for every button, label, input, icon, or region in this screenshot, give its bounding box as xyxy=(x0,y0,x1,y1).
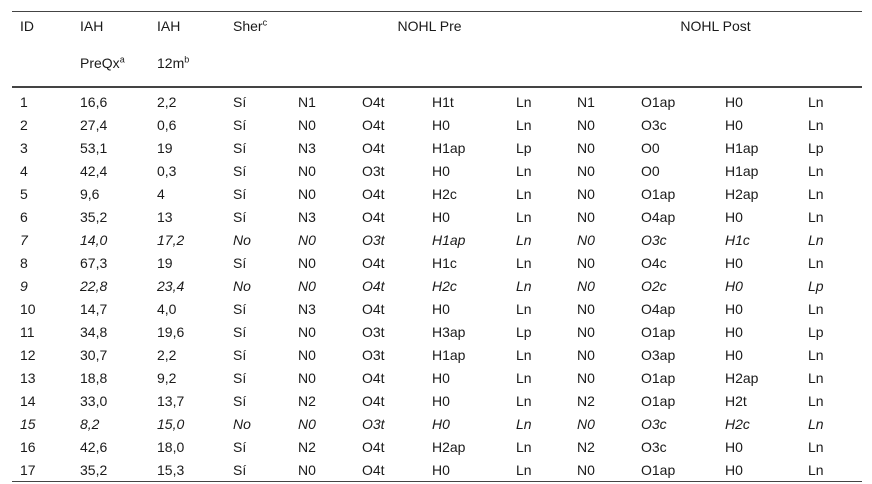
cell-nohl-pre-l: Ln xyxy=(516,116,532,133)
cell-iah-preqx: 42,6 xyxy=(80,438,108,455)
cell-id: 8 xyxy=(20,254,28,271)
cell-nohl-pre-n: N0 xyxy=(298,323,316,340)
cell-nohl-pre-l: Lp xyxy=(516,139,532,156)
cell-nohl-pre-h: H2ap xyxy=(432,438,466,455)
cell-nohl-post-n: N0 xyxy=(577,277,595,294)
cell-nohl-post-o: O1ap xyxy=(641,392,676,409)
cell-nohl-pre-o: O3t xyxy=(362,162,385,179)
cell-iah-preqx: 35,2 xyxy=(80,461,108,478)
cell-nohl-post-l: Ln xyxy=(808,392,824,409)
cell-iah-12m: 9,2 xyxy=(157,369,177,386)
cell-iah-12m: 15,0 xyxy=(157,415,185,432)
cell-nohl-pre-n: N0 xyxy=(298,461,316,478)
cell-id: 10 xyxy=(20,300,36,317)
cell-nohl-pre-o: O3t xyxy=(362,415,385,432)
cell-iah-preqx: 27,4 xyxy=(80,116,108,133)
cell-nohl-post-n: N0 xyxy=(577,254,595,271)
cell-nohl-post-o: O1ap xyxy=(641,369,676,386)
cell-nohl-post-h: H1ap xyxy=(725,162,759,179)
table-row xyxy=(12,274,862,297)
cell-nohl-post-l: Lp xyxy=(808,277,824,294)
cell-iah-12m: 23,4 xyxy=(157,277,185,294)
cell-iah-12m: 19 xyxy=(157,139,173,156)
cell-nohl-post-n: N2 xyxy=(577,438,595,455)
cell-nohl-pre-l: Ln xyxy=(516,392,532,409)
table-row xyxy=(12,458,862,482)
cell-sher: Sí xyxy=(233,438,247,455)
cell-sher: Sí xyxy=(233,93,247,110)
cell-nohl-pre-n: N0 xyxy=(298,369,316,386)
cell-nohl-post-l: Ln xyxy=(808,185,824,202)
cell-nohl-pre-h: H1ap xyxy=(432,346,466,363)
cell-nohl-post-l: Ln xyxy=(808,415,824,432)
cell-sher: Sí xyxy=(233,323,247,340)
cell-nohl-post-o: O3c xyxy=(641,116,667,133)
cell-nohl-pre-h: H0 xyxy=(432,461,450,478)
cell-nohl-pre-n: N0 xyxy=(298,346,316,363)
cell-iah-12m: 15,3 xyxy=(157,461,185,478)
cell-nohl-post-l: Ln xyxy=(808,300,824,317)
cell-id: 14 xyxy=(20,392,36,409)
cell-nohl-post-h: H0 xyxy=(725,93,743,110)
cell-nohl-pre-h: H1t xyxy=(432,93,454,110)
cell-iah-preqx: 53,1 xyxy=(80,139,108,156)
cell-nohl-pre-n: N0 xyxy=(298,415,316,432)
cell-nohl-pre-l: Ln xyxy=(516,93,532,110)
cell-nohl-pre-h: H0 xyxy=(432,162,450,179)
cell-nohl-pre-h: H0 xyxy=(432,369,450,386)
cell-nohl-pre-h: H1ap xyxy=(432,139,466,156)
cell-iah-12m: 4 xyxy=(157,185,165,202)
cell-iah-preqx: 8,2 xyxy=(80,415,100,432)
cell-nohl-post-h: H2t xyxy=(725,392,747,409)
cell-nohl-pre-l: Ln xyxy=(516,277,532,294)
cell-nohl-pre-o: O4t xyxy=(362,116,385,133)
cell-nohl-post-h: H1ap xyxy=(725,139,759,156)
cell-nohl-pre-h: H0 xyxy=(432,415,450,432)
header-empty xyxy=(354,49,424,87)
cell-nohl-post-l: Ln xyxy=(808,93,824,110)
cell-nohl-post-n: N0 xyxy=(577,300,595,317)
header-iah-pre xyxy=(72,12,149,50)
cell-nohl-pre-h: H0 xyxy=(432,300,450,317)
table-row xyxy=(12,205,862,228)
table-row xyxy=(12,87,862,113)
cell-iah-preqx: 35,2 xyxy=(80,208,108,225)
cell-nohl-post-o: O1ap xyxy=(641,461,676,478)
table-row xyxy=(12,389,862,412)
cell-nohl-post-l: Ln xyxy=(808,116,824,133)
cell-sher: Sí xyxy=(233,369,247,386)
table-row xyxy=(12,297,862,320)
header-empty xyxy=(508,49,569,87)
cell-nohl-post-n: N0 xyxy=(577,346,595,363)
table-row xyxy=(12,136,862,159)
cell-nohl-pre-l: Ln xyxy=(516,438,532,455)
cell-nohl-pre-h: H0 xyxy=(432,208,450,225)
cell-nohl-pre-l: Ln xyxy=(516,346,532,363)
cell-nohl-post-n: N0 xyxy=(577,208,595,225)
cell-nohl-post-h: H0 xyxy=(725,346,743,363)
cell-nohl-post-n: N0 xyxy=(577,369,595,386)
cell-nohl-pre-o: O3t xyxy=(362,231,385,248)
header-empty xyxy=(424,49,508,87)
table-row xyxy=(12,412,862,435)
cell-nohl-pre-o: O4t xyxy=(362,185,385,202)
cell-sher: Sí xyxy=(233,185,247,202)
cell-id: 2 xyxy=(20,116,28,133)
cell-id: 15 xyxy=(20,415,36,432)
cell-nohl-pre-o: O3t xyxy=(362,346,385,363)
cell-nohl-pre-n: N0 xyxy=(298,277,316,294)
cell-nohl-post-n: N0 xyxy=(577,461,595,478)
data-table-container xyxy=(12,11,862,482)
header-empty xyxy=(717,49,800,87)
header-iah-12m-line2: 12m xyxy=(157,55,185,71)
cell-nohl-pre-l: Ln xyxy=(516,300,532,317)
header-iah-pre-sup: a xyxy=(119,54,125,65)
cell-nohl-pre-h: H3ap xyxy=(432,323,466,340)
cell-nohl-pre-n: N3 xyxy=(298,208,316,225)
cell-nohl-post-o: O3c xyxy=(641,231,667,248)
cell-iah-preqx: 42,4 xyxy=(80,162,108,179)
cell-nohl-post-l: Ln xyxy=(808,254,824,271)
cell-nohl-pre-o: O4t xyxy=(362,461,385,478)
cell-iah-12m: 0,3 xyxy=(157,162,177,179)
cell-iah-12m: 17,2 xyxy=(157,231,185,248)
cell-nohl-post-o: O0 xyxy=(641,139,660,156)
header-nohl-pre: NOHL Pre xyxy=(397,18,462,34)
cell-nohl-pre-h: H1c xyxy=(432,254,457,271)
cell-iah-12m: 13,7 xyxy=(157,392,185,409)
cell-sher: Sí xyxy=(233,461,247,478)
cell-sher: Sí xyxy=(233,116,247,133)
cell-nohl-post-l: Lp xyxy=(808,323,824,340)
cell-nohl-pre-n: N0 xyxy=(298,162,316,179)
cell-nohl-pre-o: O4t xyxy=(362,438,385,455)
cell-iah-preqx: 34,8 xyxy=(80,323,108,340)
cell-nohl-pre-l: Ln xyxy=(516,254,532,271)
cell-nohl-post-h: H0 xyxy=(725,254,743,271)
cell-iah-12m: 0,6 xyxy=(157,116,177,133)
cell-nohl-post-o: O3c xyxy=(641,438,667,455)
cell-nohl-post-h: H2c xyxy=(725,415,750,432)
cell-iah-12m: 2,2 xyxy=(157,93,177,110)
cell-nohl-pre-o: O4t xyxy=(362,392,385,409)
table-row xyxy=(12,113,862,136)
cell-nohl-pre-n: N0 xyxy=(298,254,316,271)
cell-nohl-post-h: H0 xyxy=(725,461,743,478)
cell-iah-12m: 13 xyxy=(157,208,173,225)
cell-iah-preqx: 14,7 xyxy=(80,300,108,317)
cell-nohl-post-h: H0 xyxy=(725,438,743,455)
cell-sher: No xyxy=(233,415,251,432)
cell-nohl-post-o: O3c xyxy=(641,415,667,432)
cell-nohl-pre-n: N2 xyxy=(298,438,316,455)
cell-nohl-post-o: O1ap xyxy=(641,323,676,340)
cell-nohl-pre-n: N3 xyxy=(298,300,316,317)
table-row xyxy=(12,435,862,458)
cell-nohl-post-l: Ln xyxy=(808,369,824,386)
cell-nohl-post-n: N0 xyxy=(577,185,595,202)
cell-nohl-post-h: H0 xyxy=(725,277,743,294)
cell-nohl-pre-o: O4t xyxy=(362,300,385,317)
cell-sher: Sí xyxy=(233,254,247,271)
cell-nohl-post-n: N0 xyxy=(577,231,595,248)
cell-nohl-pre-l: Lp xyxy=(516,323,532,340)
cell-nohl-pre-n: N2 xyxy=(298,392,316,409)
cell-nohl-post-o: O3ap xyxy=(641,346,676,363)
cell-nohl-post-o: O1ap xyxy=(641,93,676,110)
cell-nohl-pre-l: Ln xyxy=(516,231,532,248)
header-empty xyxy=(225,49,290,87)
cell-nohl-pre-h: H0 xyxy=(432,392,450,409)
header-empty xyxy=(569,49,633,87)
header-iah-pre-sub xyxy=(72,49,149,87)
table-row xyxy=(12,182,862,205)
cell-nohl-post-n: N1 xyxy=(577,93,595,110)
cell-nohl-pre-n: N0 xyxy=(298,185,316,202)
cell-nohl-post-n: N2 xyxy=(577,392,595,409)
cell-nohl-post-n: N0 xyxy=(577,415,595,432)
cell-sher: Sí xyxy=(233,300,247,317)
cell-nohl-post-h: H0 xyxy=(725,208,743,225)
cell-nohl-pre-o: O4t xyxy=(362,369,385,386)
header-iah-12m-sup: b xyxy=(184,54,190,65)
cell-id: 3 xyxy=(20,139,28,156)
cell-nohl-post-l: Lp xyxy=(808,139,824,156)
cell-nohl-post-n: N0 xyxy=(577,323,595,340)
cell-id: 7 xyxy=(20,231,28,248)
cell-nohl-post-o: O4ap xyxy=(641,208,676,225)
header-nohl-post: NOHL Post xyxy=(680,18,751,34)
cell-sher: Sí xyxy=(233,346,247,363)
cell-nohl-post-l: Ln xyxy=(808,208,824,225)
header-empty xyxy=(12,49,72,87)
cell-nohl-post-l: Ln xyxy=(808,461,824,478)
cell-nohl-pre-l: Ln xyxy=(516,162,532,179)
cell-nohl-pre-h: H1ap xyxy=(432,231,466,248)
cell-nohl-post-h: H0 xyxy=(725,323,743,340)
cell-iah-12m: 19,6 xyxy=(157,323,185,340)
cell-sher: Sí xyxy=(233,208,247,225)
header-iah-12m-sub xyxy=(149,49,225,87)
cell-nohl-pre-o: O4t xyxy=(362,139,385,156)
cell-nohl-pre-l: Ln xyxy=(516,185,532,202)
header-iah-pre-line2: PreQx xyxy=(80,55,120,71)
header-row-2 xyxy=(12,49,862,87)
cell-iah-12m: 4,0 xyxy=(157,300,177,317)
header-iah-12m xyxy=(149,12,225,50)
table-body xyxy=(12,87,862,482)
cell-id: 1 xyxy=(20,93,28,110)
cell-nohl-post-l: Ln xyxy=(808,231,824,248)
cell-iah-preqx: 18,8 xyxy=(80,369,108,386)
table-header xyxy=(12,12,862,88)
header-iah-pre-line1: IAH xyxy=(80,18,104,34)
cell-iah-preqx: 16,6 xyxy=(80,93,108,110)
cell-iah-preqx: 14,0 xyxy=(80,231,108,248)
header-sher xyxy=(225,12,290,50)
cell-nohl-pre-o: O4t xyxy=(362,93,385,110)
cell-id: 5 xyxy=(20,185,28,202)
cell-nohl-post-o: O4c xyxy=(641,254,667,271)
cell-id: 6 xyxy=(20,208,28,225)
table-row xyxy=(12,228,862,251)
cell-nohl-post-n: N0 xyxy=(577,116,595,133)
cell-id: 17 xyxy=(20,461,36,478)
cell-id: 13 xyxy=(20,369,36,386)
cell-nohl-post-h: H2ap xyxy=(725,185,759,202)
cell-sher: Sí xyxy=(233,392,247,409)
header-id: ID xyxy=(20,18,34,34)
header-empty xyxy=(290,49,354,87)
cell-nohl-post-l: Ln xyxy=(808,438,824,455)
table-row xyxy=(12,320,862,343)
cell-iah-12m: 2,2 xyxy=(157,346,177,363)
cell-nohl-pre-o: O4t xyxy=(362,277,385,294)
cell-nohl-pre-l: Ln xyxy=(516,369,532,386)
cell-nohl-post-n: N0 xyxy=(577,139,595,156)
header-empty xyxy=(633,49,717,87)
cell-sher: No xyxy=(233,231,251,248)
cell-nohl-post-l: Ln xyxy=(808,162,824,179)
cell-nohl-pre-n: N1 xyxy=(298,93,316,110)
cell-sher: Sí xyxy=(233,162,247,179)
cell-nohl-post-o: O4ap xyxy=(641,300,676,317)
cell-nohl-post-h: H2ap xyxy=(725,369,759,386)
table-row xyxy=(12,251,862,274)
cell-id: 12 xyxy=(20,346,36,363)
cell-iah-12m: 19 xyxy=(157,254,173,271)
cell-iah-preqx: 22,8 xyxy=(80,277,108,294)
data-table xyxy=(12,11,862,482)
cell-nohl-post-l: Ln xyxy=(808,346,824,363)
cell-iah-preqx: 67,3 xyxy=(80,254,108,271)
table-row xyxy=(12,366,862,389)
cell-nohl-pre-o: O4t xyxy=(362,254,385,271)
header-empty xyxy=(800,49,862,87)
cell-nohl-pre-n: N0 xyxy=(298,231,316,248)
cell-nohl-post-o: O2c xyxy=(641,277,667,294)
cell-iah-preqx: 30,7 xyxy=(80,346,108,363)
cell-nohl-pre-l: Ln xyxy=(516,461,532,478)
cell-id: 16 xyxy=(20,438,36,455)
cell-nohl-pre-l: Ln xyxy=(516,415,532,432)
cell-nohl-post-h: H0 xyxy=(725,116,743,133)
cell-id: 11 xyxy=(20,323,35,340)
cell-nohl-post-h: H0 xyxy=(725,300,743,317)
table-row xyxy=(12,159,862,182)
cell-sher: Sí xyxy=(233,139,247,156)
cell-nohl-post-o: O1ap xyxy=(641,185,676,202)
cell-nohl-pre-o: O4t xyxy=(362,208,385,225)
header-row-1 xyxy=(12,12,862,50)
cell-id: 9 xyxy=(20,277,28,294)
cell-nohl-pre-h: H2c xyxy=(432,185,457,202)
table-row xyxy=(12,343,862,366)
cell-nohl-post-h: H1c xyxy=(725,231,750,248)
cell-nohl-pre-l: Ln xyxy=(516,208,532,225)
header-sher-sup: c xyxy=(262,17,268,28)
cell-nohl-post-n: N0 xyxy=(577,162,595,179)
cell-sher: No xyxy=(233,277,251,294)
cell-nohl-pre-h: H2c xyxy=(432,277,457,294)
cell-id: 4 xyxy=(20,162,28,179)
cell-iah-preqx: 9,6 xyxy=(80,185,100,202)
cell-iah-12m: 18,0 xyxy=(157,438,185,455)
cell-nohl-post-o: O0 xyxy=(641,162,660,179)
cell-nohl-pre-o: O3t xyxy=(362,323,385,340)
cell-iah-preqx: 33,0 xyxy=(80,392,108,409)
cell-nohl-pre-h: H0 xyxy=(432,116,450,133)
header-iah-12m-line1: IAH xyxy=(157,18,181,34)
cell-nohl-pre-n: N3 xyxy=(298,139,316,156)
header-sher-text: Sher xyxy=(233,18,263,34)
cell-nohl-pre-n: N0 xyxy=(298,116,316,133)
